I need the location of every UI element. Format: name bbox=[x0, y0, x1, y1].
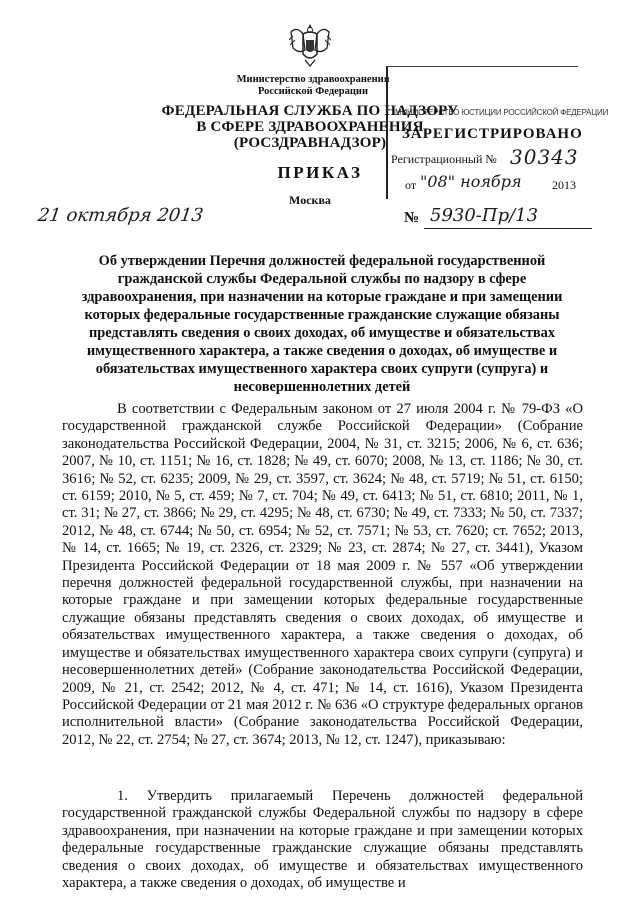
stamp-year: 2013 bbox=[552, 178, 576, 192]
order-body-paragraph-1 bbox=[62, 401, 583, 749]
state-emblem-icon bbox=[287, 20, 333, 70]
order-body-paragraph-2 bbox=[62, 788, 583, 892]
handwritten-number: 5930-Пр/13 bbox=[430, 205, 539, 226]
stamp-reg-number: 30343 bbox=[510, 145, 579, 169]
stamp-ministry: МИНИСТЕРСТВО ЮСТИЦИИ РОССИЙСКОЙ ФЕДЕРАЦИИ bbox=[395, 108, 609, 117]
order-title: Об утверждении Перечня должностей федеральной государственной гражданской службы Федеральной службы по надзору в сфере здравоохранения, при назначении на которые граждане и при замещении которых федеральные государственные гражданские служащие обязаны представлять сведения о своих доходах, об имуществе и обязательствах имущественного характера, а также сведения о доходах, об имуществе и обязательствах имущественного характера своих супруги (супруга) и несовершеннолетних детей bbox=[81, 253, 563, 395]
ministry-line-2: Российской Федерации bbox=[257, 86, 369, 97]
document-type: ПРИКАЗ bbox=[277, 163, 363, 182]
service-line-2: В СФЕРЕ ЗДРАВООХРАНЕНИЯ bbox=[196, 119, 424, 135]
ministry-name bbox=[228, 74, 398, 98]
document-city: Москва bbox=[289, 193, 331, 207]
service-line-1: ФЕДЕРАЛЬНАЯ СЛУЖБА ПО НАДЗОРУ bbox=[161, 103, 459, 119]
ministry-line-1: Министерство здравоохранения bbox=[236, 74, 390, 85]
paragraph-2-text: 1. Утвердить прилагаемый Перечень должностей федеральной государственной гражданской службы Федеральной службы по надзору в сфере здравоохранения, при назначении на которые граждане и при замещении которых федеральные государственные гражданские служащие обязаны представлять сведения о своих доходах, об имуществе и обязательствах имущественного характера, а также сведения о доходах, об имуществе и bbox=[62, 788, 583, 892]
number-label: № bbox=[404, 210, 420, 226]
paragraph-1-text: В соответствии с Федеральным законом от 27 июля 2004 г. № 79-ФЗ «О государственной гражданской службе Российской Федерации» (Собрание законодательства Российской Федерации, 2004, № 31, ст. 3215; 2006, № 6, ст. 636; 2007, № 10, ст. 1151; № 16, ст. 1828; № 49, ст. 6070; 2008, № 13, ст. 1186; № 30, ст. 3616; № 52, ст. 6235; 2009, № 29, ст. 3597, ст. 3624; № 48, ст. 5719; № 51, ст. 6150; ст. 6159; 2010, № 5, ст. 459; № 7, ст. 704; № 49, ст. 6413; № 51, ст. 6810; 2011, № 1, ст. 31; № 27, ст. 3866; № 29, ст. 4295; № 48, ст. 6730; № 49, ст. 7333; № 50, ст. 7337; 2012, № 48, ст. 6744; № 50, ст. 6954; № 52, ст. 7571; № 53, ст. 7620; ст. 7652; 2013, № 14, ст. 1665; № 19, ст. 2326, ст. 2329; № 23, ст. 2874; № 27, ст. 3441), Указом Президента Российской Федерации от 18 мая 2009 г. № 557 «Об утверждении перечня должностей федеральной государственной службы, при назначении на которые граждане и при замещении которых федеральные государственные служащие обязаны представлять сведения о своих доходах, об имуществе и обязательствах имущественного характера, а также сведения о доходах, об имуществе и обязательствах имущественного характера своих супруги (супруга) и несовершеннолетних детей» (Собрание законодательства Российской Федерации, 2009, № 21, ст. 2542; 2012, № 4, ст. 471; № 14, ст. 1616), Указом Президента Российской Федерации от 21 мая 2012 г. № 636 «О структуре федеральных органов исполнительной власти» (Собрание законодательства Российской Федерации, 2012, № 22, ст. 2754; № 27, ст. 3674; 2013, № 12, ст. 1247), приказываю: bbox=[62, 401, 583, 748]
service-line-3: (РОСЗДРАВНАДЗОР) bbox=[233, 135, 387, 151]
stamp-date-value: "08" ноября bbox=[420, 172, 522, 191]
stamp-reg-label: Регистрационный № bbox=[391, 152, 497, 166]
stamp-date-label: от bbox=[405, 178, 417, 192]
handwritten-date: 21 октября 2013 bbox=[36, 205, 205, 226]
stamp-registered: ЗАРЕГИСТРИРОВАНО bbox=[402, 126, 583, 142]
number-underline bbox=[424, 228, 592, 229]
